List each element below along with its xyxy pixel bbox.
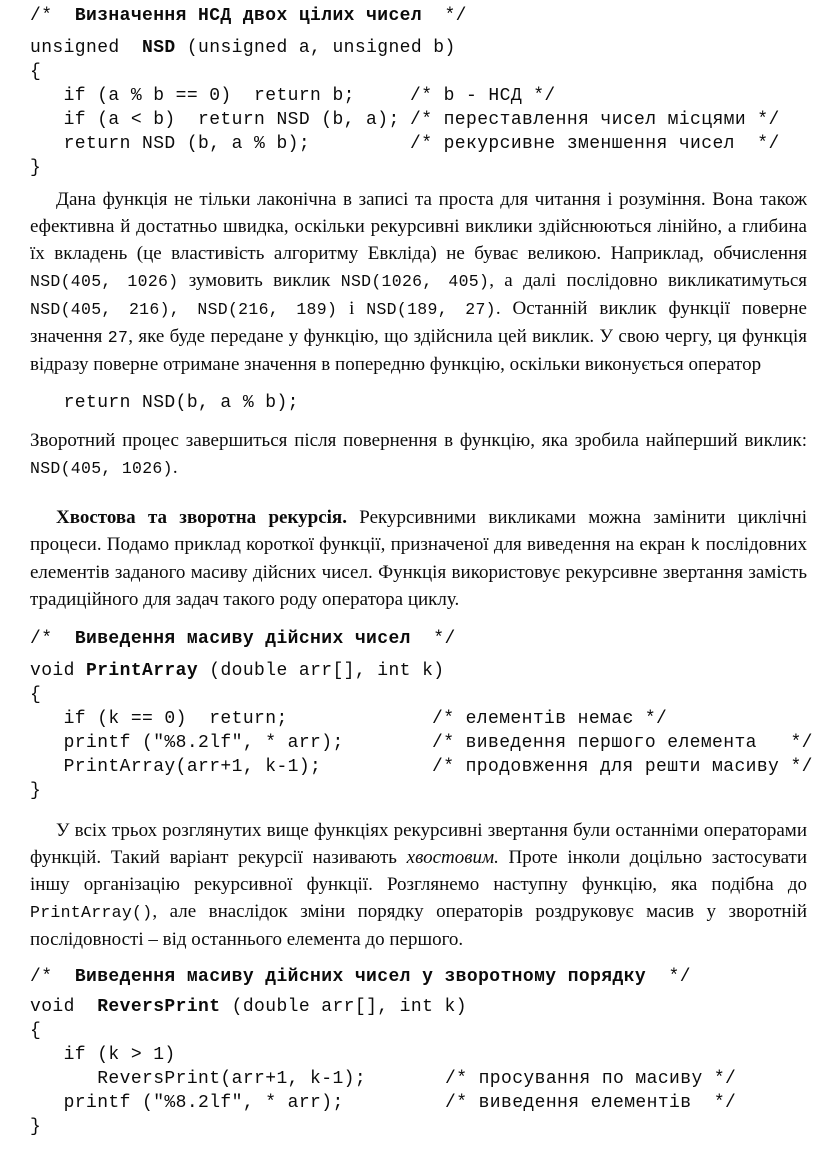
code-text: if (k == 0) return;: [30, 709, 288, 729]
text-segment: У всіх трьох розглянутих вище функціях рекурсивні звертання були останніми операторами функцій. Такий варіант рекурсії називають: [30, 820, 807, 868]
code-line: [30, 132, 823, 156]
text-segment: . Останній виклик функції поверне значення: [30, 298, 807, 347]
inline-code: NSD(405, 1026): [30, 272, 179, 291]
code-line: [30, 108, 823, 132]
printarray-code-listing: [30, 627, 823, 803]
code-text: printf ("%8.2lf", * arr);: [30, 1093, 344, 1113]
text-segment: Рекурсивними викликами можна замінити циклічні процеси. Подамо приклад короткої функції, призначеної для виведення на екран: [30, 507, 807, 555]
code-text: (unsigned a, unsigned b): [175, 38, 456, 58]
code-line: [30, 84, 823, 108]
inline-code: NSD(1026, 405): [340, 272, 490, 291]
code-text: unsigned: [30, 38, 143, 58]
text-segment: Зворотний процес завершиться після повернення в функцію, яка зробила найперший виклик:: [30, 430, 807, 451]
nsd-code-listing: [30, 0, 823, 180]
code-text: /*: [30, 967, 75, 987]
code-comment: /* рекурсивне зменшення чисел */: [410, 134, 780, 154]
reversprint-code-listing: [30, 965, 823, 1139]
code-text: return NSD(b, a % b);: [30, 393, 299, 413]
inline-code: 27: [107, 328, 129, 347]
inline-code: NSD(189, 27): [366, 300, 496, 319]
code-text: }: [30, 158, 42, 178]
code-text: */: [410, 629, 456, 649]
code-line: [30, 36, 823, 60]
para-nsd-discussion: [30, 186, 807, 378]
code-text: Визначення НСД двох цілих чисел: [74, 6, 423, 26]
code-line: [30, 4, 823, 28]
code-line: [30, 156, 823, 180]
code-line: [30, 683, 823, 707]
code-text: NSD: [142, 38, 176, 58]
para-tail-recursion-intro: [30, 504, 807, 613]
text-segment: , а далі послідовно викликатимуться: [489, 270, 808, 291]
text-segment: , але внаслідок зміни порядку операторів роздруковує масив у зворотній послідовності – від останнього елемента до першого.: [30, 901, 807, 950]
code-line: [30, 755, 823, 779]
text-segment: зумовить виклик: [178, 270, 341, 291]
code-text: /*: [30, 6, 75, 26]
text-segment: , яке буде передане у функцію, що здійснила цей виклик. У свою чергу, ця функція відразу поверне отримане значення в попередню функцію, оскільки виконується оператор: [30, 326, 807, 375]
text-segment: послідовних елементів заданого масиву дійсних чисел. Функція використовує рекурсивне звертання замість традиційного для задач такого роду оператора циклу.: [30, 534, 808, 610]
code-text: void: [30, 661, 87, 681]
code-text: ReversPrint(arr+1, k-1);: [30, 1069, 367, 1089]
code-text: {: [30, 1021, 42, 1041]
code-text: Виведення масиву дійсних чисел: [74, 629, 411, 649]
code-comment: /* просування по масиву */: [445, 1069, 737, 1089]
code-line: [30, 1043, 823, 1067]
code-line: [30, 659, 823, 683]
text-segment: .: [172, 457, 178, 478]
code-line: [30, 1019, 823, 1043]
para-backward-process: [30, 427, 807, 482]
code-line: [30, 707, 823, 731]
inline-code: PrintArray(): [30, 903, 153, 922]
code-text: {: [30, 685, 42, 705]
code-line: [30, 779, 823, 803]
code-line: [30, 1091, 823, 1115]
code-comment: /* виведення елементів */: [445, 1093, 737, 1113]
inline-code: NSD(405, 1026): [30, 459, 173, 478]
code-line: [30, 995, 823, 1019]
code-text: Виведення масиву дійсних чисел у зворотному порядку: [74, 967, 647, 987]
code-line: [30, 60, 823, 84]
code-text: printf ("%8.2lf", * arr);: [30, 733, 344, 753]
code-comment: /* елементів немає */: [432, 709, 668, 729]
code-text: {: [30, 62, 42, 82]
code-text: PrintArray: [86, 661, 199, 681]
text-segment: Хвостова та зворотна рекурсія.: [56, 507, 347, 528]
text-segment: Дана функція не тільки лаконічна в записі та проста для читання і розуміння. Вона також ефективна й достатньо швидка, оскільки рекурсивні виклики здійснюються лінійно, а глибина їх вкладень (це властивість алгоритму Евкліда) не буває великою. Наприклад, обчислення: [30, 189, 807, 264]
code-text: (double arr[], int k): [220, 997, 467, 1017]
code-line: [30, 965, 823, 989]
code-text: if (a % b == 0) return b;: [30, 86, 355, 106]
return-statement-line: [30, 391, 823, 415]
code-text: PrintArray(arr+1, k-1);: [30, 757, 322, 777]
code-text: }: [30, 1117, 42, 1137]
code-text: (double arr[], int k): [198, 661, 445, 681]
code-comment: /* виведення першого елемента */: [432, 733, 813, 753]
code-line: [30, 627, 823, 651]
code-text: */: [422, 6, 467, 26]
inline-code: NSD(405, 216), NSD(216, 189): [30, 300, 338, 319]
code-comment: /* продовження для решти масиву */: [432, 757, 813, 777]
code-line: [30, 391, 823, 415]
code-text: void: [30, 997, 98, 1017]
text-segment: Проте інколи доцільно застосувати іншу організацію рекурсивної функції. Розглянемо наступну функцію, яка подібна до: [30, 847, 807, 895]
code-text: }: [30, 781, 42, 801]
code-text: if (k > 1): [30, 1045, 176, 1065]
code-line: [30, 731, 823, 755]
text-segment: хвостовим.: [406, 847, 499, 868]
code-text: return NSD (b, a % b);: [30, 134, 311, 154]
code-text: /*: [30, 629, 75, 649]
code-comment: /* b - НСД */: [410, 86, 556, 106]
code-comment: /* переставлення чисел місцями */: [410, 110, 780, 130]
code-text: if (a < b) return NSD (b, a);: [30, 110, 400, 130]
code-text: ReversPrint: [97, 997, 221, 1017]
para-tail-variant: [30, 817, 807, 953]
inline-code: k: [690, 536, 701, 555]
text-segment: і: [337, 298, 367, 319]
code-line: [30, 1115, 823, 1139]
code-text: */: [646, 967, 691, 987]
code-line: [30, 1067, 823, 1091]
